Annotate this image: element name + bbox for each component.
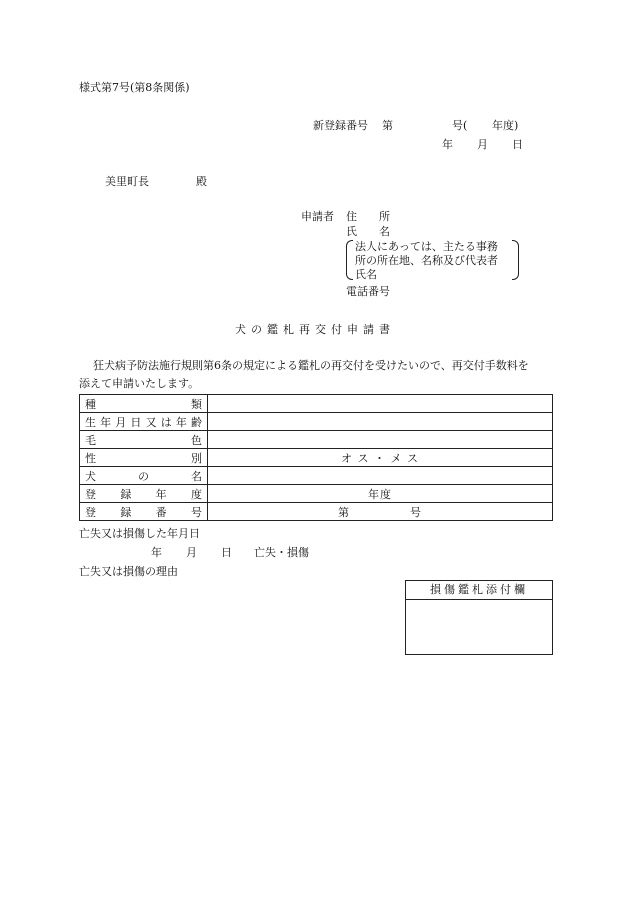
table-row	[80, 467, 553, 485]
registration-dai: 第	[382, 119, 393, 132]
addressee-name: 美里町長	[105, 175, 149, 188]
left-bracket	[346, 240, 353, 280]
corporate-note-line-3: 氏名	[355, 268, 377, 281]
table-row	[80, 431, 553, 449]
loss-reason-label: 亡失又は損傷の理由	[79, 565, 178, 578]
loss-date-year: 年	[151, 546, 162, 559]
row-value-birthdate[interactable]	[208, 413, 553, 431]
row-label-registration-year: 登録年度	[80, 485, 208, 503]
corporate-note-line-2: 所の所在地、名称及び代表者	[355, 254, 498, 267]
right-bracket	[512, 240, 519, 280]
registration-go: 号(	[452, 119, 468, 132]
loss-date-month: 月	[186, 546, 197, 559]
row-value-registration-number[interactable]: 第 号	[208, 503, 553, 521]
form-number: 様式第7号(第8条関係)	[79, 81, 190, 94]
registration-nendo: 年度)	[492, 119, 519, 132]
loss-damage-options: 亡失・損傷	[254, 546, 309, 559]
table-row	[80, 413, 553, 431]
damaged-tag-attachment-box	[405, 580, 553, 655]
applicant-name: 氏 名	[346, 225, 390, 238]
registration-label: 新登録番号	[313, 119, 368, 132]
applicant-phone: 電話番号	[346, 285, 390, 298]
row-label-dog-name: 犬の名	[80, 467, 208, 485]
row-label-coat-color: 毛色	[80, 431, 208, 449]
corporate-note-line-1: 法人にあっては、主たる事務	[355, 240, 498, 253]
table-row	[80, 449, 553, 467]
row-label-type: 種類	[80, 395, 208, 413]
table-row	[80, 485, 553, 503]
attachment-box-label: 損傷鑑札添付欄	[406, 581, 552, 600]
row-value-registration-year[interactable]: 年度	[208, 485, 553, 503]
loss-date-label: 亡失又は損傷した年月日	[79, 527, 200, 540]
body-text-line-1: 狂犬病予防法施行規則第6条の規定による鑑札の再交付を受けたいので、再交付手数料を	[93, 359, 529, 372]
row-value-type[interactable]	[208, 395, 553, 413]
table-row	[80, 503, 553, 521]
row-value-dog-name[interactable]	[208, 467, 553, 485]
row-value-coat-color[interactable]	[208, 431, 553, 449]
applicant-label: 申請者	[301, 210, 334, 223]
table-row	[80, 395, 553, 413]
document-title: 犬の鑑札再交付申請書	[235, 323, 395, 336]
row-label-birthdate: 生年月日又は年齢	[80, 413, 208, 431]
dog-info-table	[79, 394, 553, 521]
body-text-line-2: 添えて申請いたします。	[79, 377, 200, 390]
addressee-honorific: 殿	[196, 175, 207, 188]
loss-date-day: 日	[221, 546, 232, 559]
row-value-sex[interactable]: オ ス ・ メ ス	[208, 449, 553, 467]
date-month: 月	[477, 138, 488, 151]
row-label-sex: 性別	[80, 449, 208, 467]
row-label-registration-number: 登録番号	[80, 503, 208, 521]
date-year: 年	[442, 138, 453, 151]
applicant-address: 住 所	[346, 210, 390, 223]
date-day: 日	[512, 138, 523, 151]
